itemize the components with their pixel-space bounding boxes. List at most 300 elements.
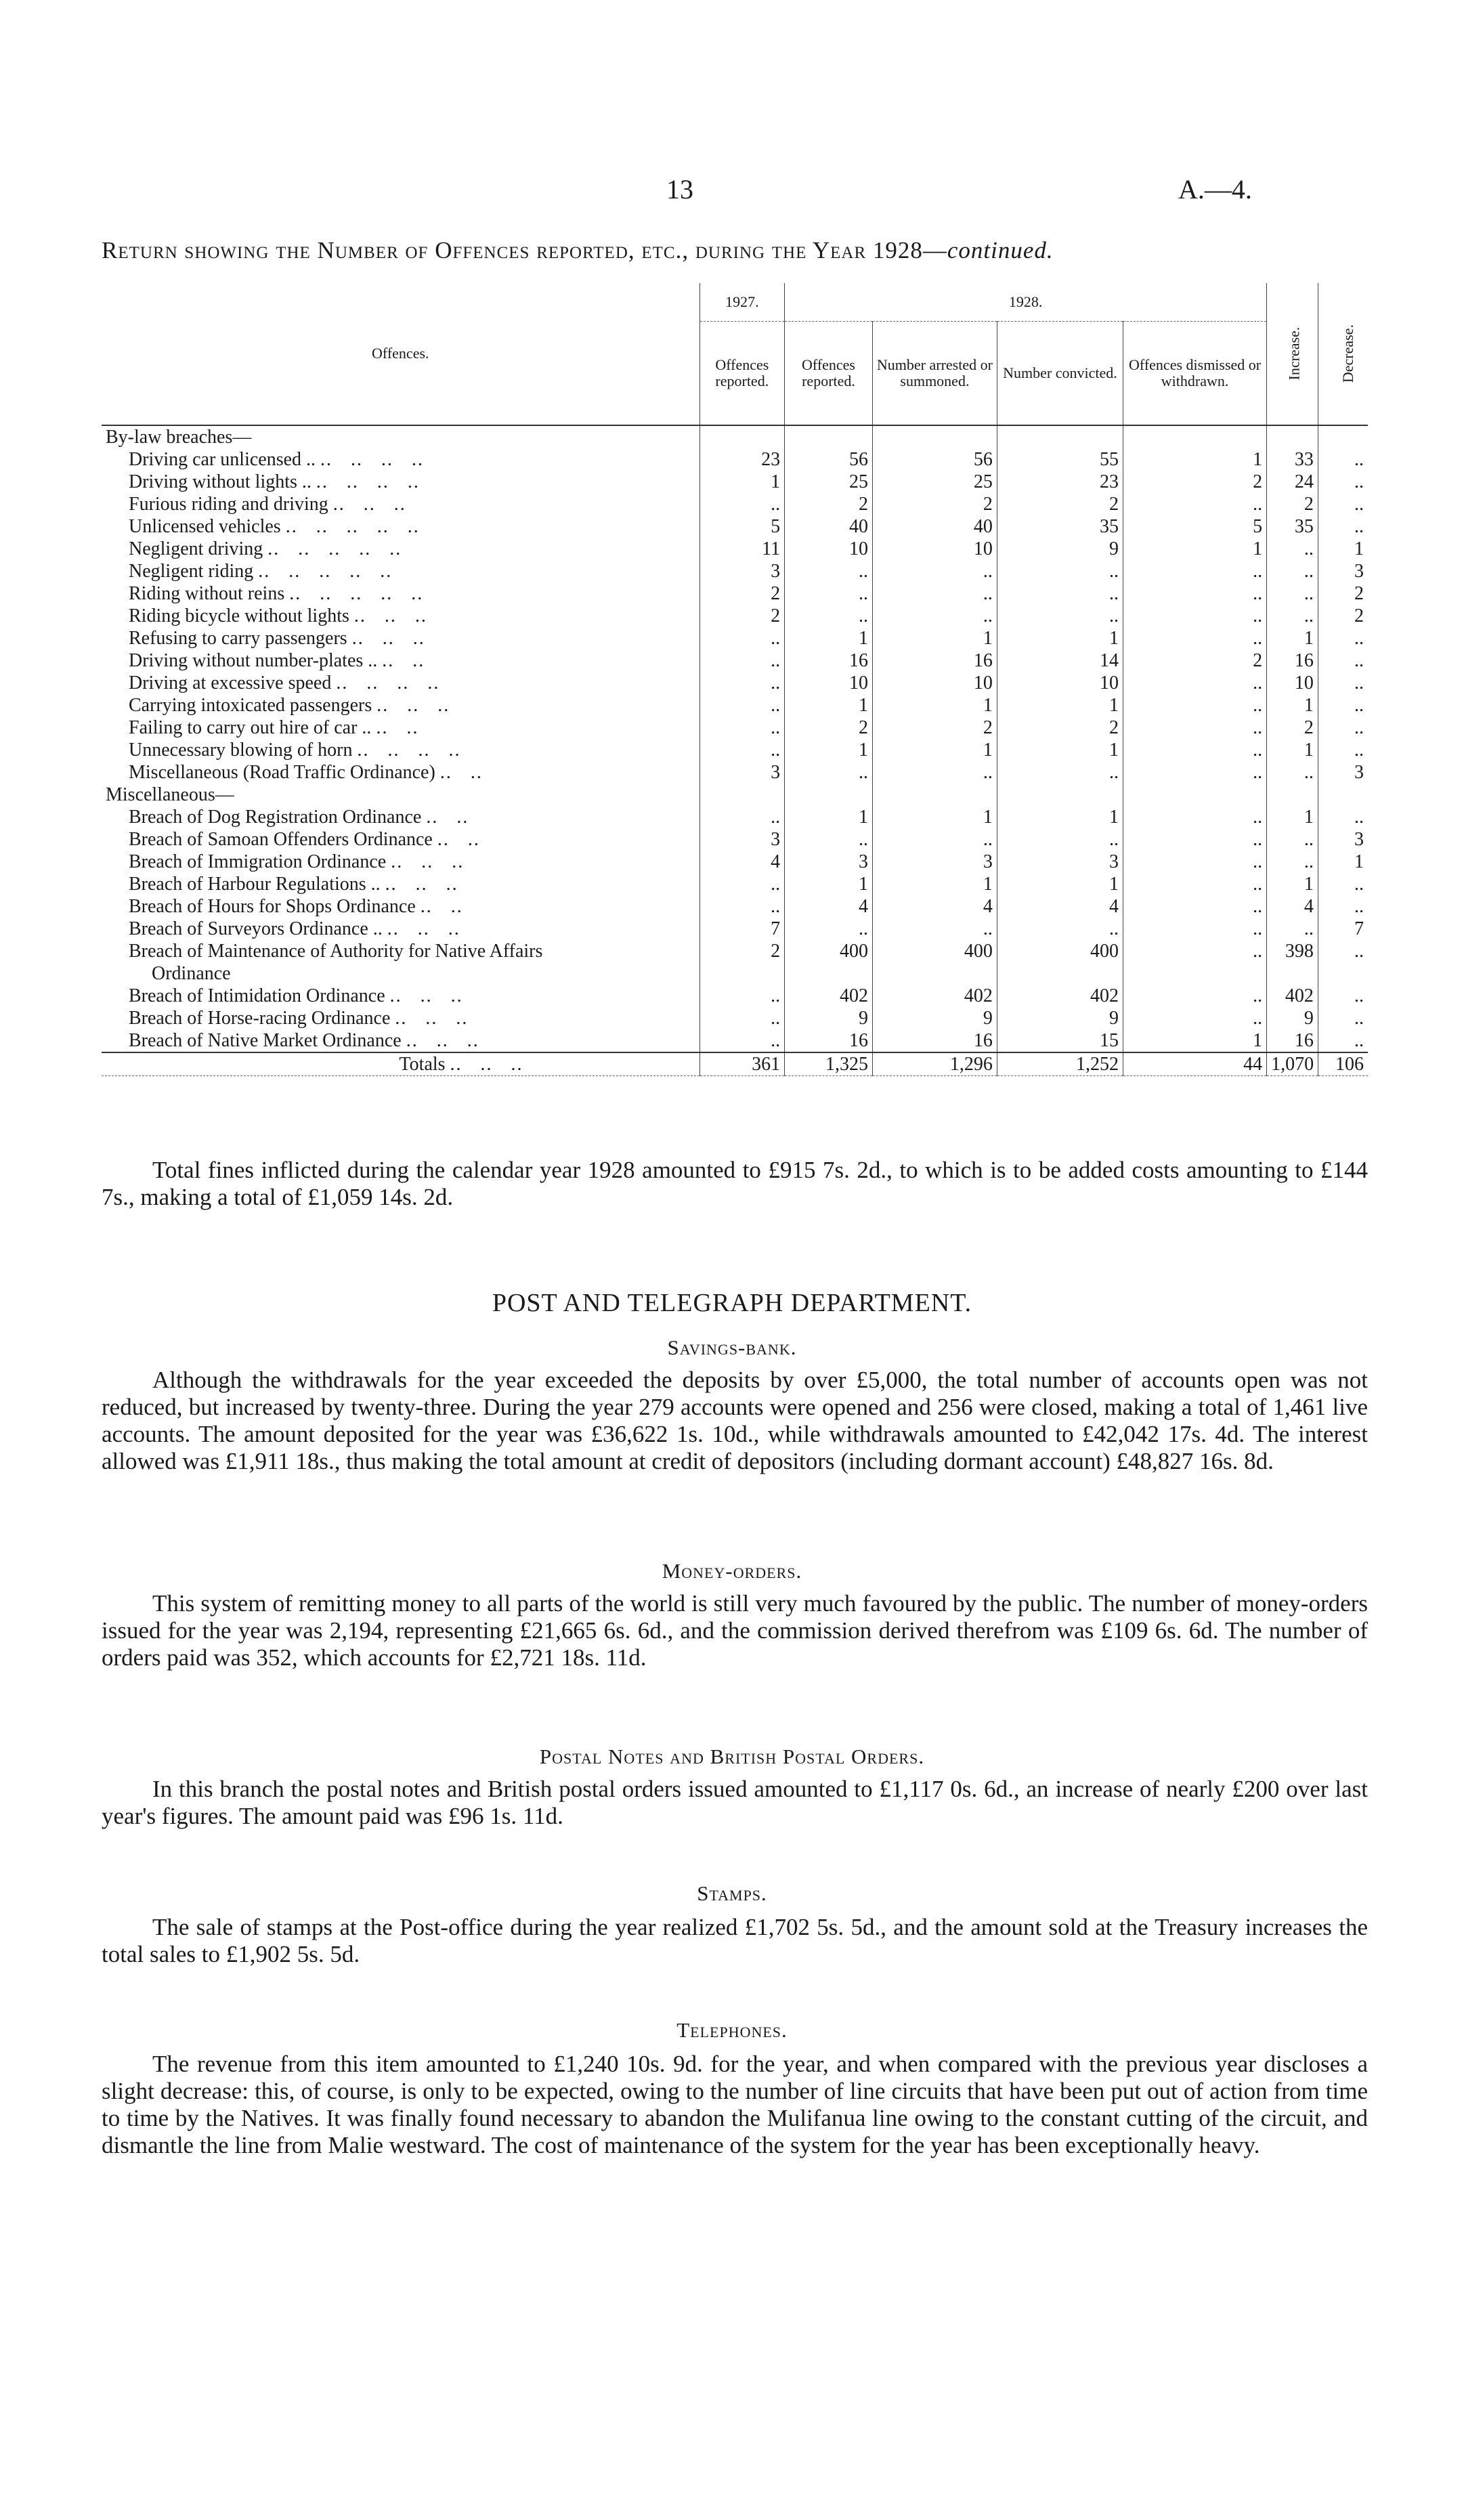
cell-reported-1928: 3 [785, 851, 873, 873]
cell-decrease: .. [1318, 694, 1368, 717]
cell-decrease: 3 [1318, 560, 1368, 582]
cell-dismissed: 44 [1123, 1052, 1267, 1076]
cell-reported-1928: 1 [785, 806, 873, 828]
cell-increase: 1,070 [1267, 1052, 1318, 1076]
cell-dismissed: .. [1123, 940, 1267, 962]
cell-reported-1928: 16 [785, 649, 873, 672]
cell-reported-1927: .. [699, 806, 785, 828]
cell-reported-1928: 16 [785, 1029, 873, 1052]
cell-reported-1928: 56 [785, 448, 873, 471]
offence-name [102, 806, 699, 828]
cell-reported-1927: .. [699, 895, 785, 918]
cell-arrested: .. [872, 918, 997, 940]
cell-increase: 16 [1267, 1029, 1318, 1052]
offence-label: Negligent riding [129, 561, 254, 582]
offence-label: Carrying intoxicated passengers [129, 695, 372, 716]
cell-arrested: 1 [872, 627, 997, 649]
cell-reported-1928: .. [785, 761, 873, 784]
cell-reported-1927: 5 [699, 515, 785, 538]
cell-reported-1928: 9 [785, 1007, 873, 1029]
cell-dismissed: .. [1123, 1007, 1267, 1029]
cell-reported-1927: 2 [699, 582, 785, 605]
offence-name [102, 851, 699, 873]
telephones-text: The revenue from this item amounted to £1,240 10s. 9d. for the year, and when compared with the previous year discloses a slight decrease: this, of course, is only to be expected, owing to the number of line circuits that have been put out of action from time to time by the Natives. It was finally found necessary to abandon the Mulifanua line owing to the constant cutting of the circuit, and dismantle the line from Malie westward. The cost of maintenance of the system for the year has been exceptionally heavy. [102, 2051, 1368, 2158]
cell-arrested: 16 [872, 649, 997, 672]
offence-label: Unlicensed vehicles [129, 516, 281, 537]
cell-reported-1927: .. [699, 739, 785, 761]
table-row [102, 940, 1368, 962]
leader-dots: .. .. .. .. .. [289, 583, 424, 604]
cell-decrease: .. [1318, 448, 1368, 471]
offence-name [102, 515, 699, 538]
offence-name [102, 672, 699, 694]
leader-dots: .. .. .. .. [336, 672, 440, 693]
cell-arrested: .. [872, 828, 997, 851]
return-title [102, 237, 1361, 264]
cell-arrested: 1,296 [872, 1052, 997, 1076]
leader-dots: .. .. .. [450, 1054, 523, 1075]
offence-name [102, 940, 699, 962]
leader-dots: .. .. .. .. [357, 740, 461, 761]
cell-convicted: 23 [997, 471, 1123, 493]
header-year-1928: 1928. [785, 283, 1267, 322]
cell-decrease: 1 [1318, 538, 1368, 560]
offences-table [102, 283, 1368, 1076]
cell-dismissed: .. [1123, 582, 1267, 605]
cell-decrease: .. [1318, 1029, 1368, 1052]
page-code: A.—4. [1178, 174, 1252, 205]
offence-label: Negligent driving [129, 538, 263, 559]
offence-label: Unnecessary blowing of horn [129, 740, 353, 761]
cell-increase: 1 [1267, 627, 1318, 649]
cell-dismissed: .. [1123, 560, 1267, 582]
offence-label: Breach of Maintenance of Authority for Native Affairs [129, 941, 543, 962]
leader-dots: .. .. [382, 650, 425, 671]
table-row [102, 448, 1368, 471]
offence-name [102, 538, 699, 560]
cell-decrease: .. [1318, 739, 1368, 761]
cell-increase: 1 [1267, 806, 1318, 828]
table-row [102, 873, 1368, 895]
offence-label: Driving without number-plates .. [129, 650, 378, 671]
cell-arrested: 1 [872, 739, 997, 761]
table-row [102, 515, 1368, 538]
cell-decrease: 3 [1318, 828, 1368, 851]
offence-label: Breach of Native Market Ordinance [129, 1030, 402, 1051]
offence-name [102, 739, 699, 761]
group-label-bylaw: By-law breaches— [106, 427, 252, 448]
cell-dismissed: .. [1123, 918, 1267, 940]
table-row [102, 828, 1368, 851]
cell-dismissed: .. [1123, 895, 1267, 918]
cell-decrease: .. [1318, 940, 1368, 962]
cell-increase: 16 [1267, 649, 1318, 672]
cell-convicted: 400 [997, 940, 1123, 962]
cell-reported-1927: .. [699, 873, 785, 895]
cell-decrease: .. [1318, 515, 1368, 538]
offence-name [102, 873, 699, 895]
table-row [102, 851, 1368, 873]
cell-decrease: .. [1318, 672, 1368, 694]
leader-dots: .. .. .. [385, 874, 458, 895]
cell-increase: 398 [1267, 940, 1318, 962]
cell-convicted: 4 [997, 895, 1123, 918]
cell-reported-1927: .. [699, 627, 785, 649]
cell-reported-1927: .. [699, 1007, 785, 1029]
leader-dots: .. .. [376, 717, 419, 738]
cell-increase: 9 [1267, 1007, 1318, 1029]
cell-dismissed: 1 [1123, 538, 1267, 560]
cell-decrease: 2 [1318, 605, 1368, 627]
cell-convicted: 1,252 [997, 1052, 1123, 1076]
leader-dots: .. .. .. [406, 1030, 479, 1051]
cell-convicted: 9 [997, 538, 1123, 560]
offence-name [102, 649, 699, 672]
cell-convicted: 3 [997, 851, 1123, 873]
cell-increase: 2 [1267, 493, 1318, 515]
offence-label: Breach of Hours for Shops Ordinance [129, 896, 416, 917]
cell-arrested: .. [872, 761, 997, 784]
cell-arrested: .. [872, 582, 997, 605]
cell-reported-1927: 2 [699, 605, 785, 627]
cell-reported-1927: 23 [699, 448, 785, 471]
offence-name [102, 761, 699, 784]
group-label-misc: Miscellaneous— [106, 784, 234, 805]
cell-convicted [997, 962, 1123, 985]
cell-increase: 24 [1267, 471, 1318, 493]
cell-decrease: 1 [1318, 851, 1368, 873]
header-1928-reported: Offences reported. [785, 322, 873, 426]
offence-label: Breach of Immigration Ordinance [129, 851, 387, 872]
cell-convicted: 1 [997, 806, 1123, 828]
stamps-title: Stamps. [697, 1881, 767, 1905]
offence-label: Furious riding and driving [129, 494, 328, 515]
cell-reported-1927: .. [699, 493, 785, 515]
cell-dismissed: .. [1123, 717, 1267, 739]
table-row [102, 471, 1368, 493]
cell-convicted: 1 [997, 694, 1123, 717]
cell-increase: 33 [1267, 448, 1318, 471]
table-row [102, 761, 1368, 784]
telephones-title: Telephones. [676, 2018, 788, 2042]
cell-arrested: 16 [872, 1029, 997, 1052]
cell-reported-1927: .. [699, 985, 785, 1007]
offence-name [102, 895, 699, 918]
cell-dismissed: .. [1123, 806, 1267, 828]
cell-decrease: .. [1318, 627, 1368, 649]
cell-reported-1928: 10 [785, 538, 873, 560]
leader-dots: .. .. [437, 829, 480, 850]
header-year-1927: 1927. [699, 283, 785, 322]
cell-dismissed: .. [1123, 985, 1267, 1007]
table-row [102, 962, 1368, 985]
cell-increase: .. [1267, 582, 1318, 605]
offence-label: Breach of Harbour Regulations .. [129, 874, 381, 895]
return-title-continued: continued. [947, 237, 1054, 263]
cell-increase: 402 [1267, 985, 1318, 1007]
postal-notes-title: Postal Notes and British Postal Orders. [539, 1745, 925, 1768]
cell-arrested: 402 [872, 985, 997, 1007]
table-row [102, 493, 1368, 515]
leader-dots: .. .. .. [351, 628, 425, 649]
cell-dismissed: 5 [1123, 515, 1267, 538]
cell-decrease: .. [1318, 1007, 1368, 1029]
offence-name [102, 560, 699, 582]
cell-dismissed: 2 [1123, 471, 1267, 493]
offence-name [102, 471, 699, 493]
cell-arrested: 4 [872, 895, 997, 918]
cell-convicted: 55 [997, 448, 1123, 471]
table-row [102, 538, 1368, 560]
cell-convicted: .. [997, 828, 1123, 851]
leader-dots: .. .. [426, 807, 469, 828]
cell-convicted: 2 [997, 493, 1123, 515]
cell-arrested: 1 [872, 873, 997, 895]
cell-dismissed: .. [1123, 694, 1267, 717]
cell-reported-1928: 1 [785, 694, 873, 717]
cell-arrested: 2 [872, 717, 997, 739]
cell-reported-1928: .. [785, 582, 873, 605]
cell-arrested: 400 [872, 940, 997, 962]
offence-name [102, 717, 699, 739]
cell-dismissed: .. [1123, 851, 1267, 873]
cell-convicted: 2 [997, 717, 1123, 739]
cell-arrested: 1 [872, 694, 997, 717]
cell-convicted: 15 [997, 1029, 1123, 1052]
offence-name [102, 1029, 699, 1052]
fines-paragraph: Total fines inflicted during the calendar year 1928 amounted to £915 7s. 2d., to which is to be added costs amounting to £144 7s., making a total of £1,059 14s. 2d. [102, 1157, 1368, 1210]
offence-label: Totals [399, 1054, 446, 1075]
cell-dismissed: .. [1123, 493, 1267, 515]
offence-name [102, 448, 699, 471]
header-decrease: Decrease. [1318, 283, 1368, 425]
offence-label: Breach of Surveyors Ordinance .. [129, 918, 383, 939]
cell-dismissed [1123, 962, 1267, 985]
table-row [102, 627, 1368, 649]
cell-reported-1927: .. [699, 694, 785, 717]
offence-label: Refusing to carry passengers [129, 628, 347, 649]
cell-reported-1927: 4 [699, 851, 785, 873]
cell-increase: 35 [1267, 515, 1318, 538]
cell-convicted: 402 [997, 985, 1123, 1007]
cell-reported-1928: 2 [785, 717, 873, 739]
cell-increase [1267, 962, 1318, 985]
money-orders-text: This system of remitting money to all parts of the world is still very much favoured by the public. The number of money-orders issued for the year was 2,194, representing £21,665 6s. 6d., and the commission derived therefrom was £109 6s. 6d. The number of orders paid was 352, which accounts for £2,721 18s. 11d. [102, 1590, 1368, 1671]
cell-reported-1927: .. [699, 1029, 785, 1052]
cell-dismissed: 2 [1123, 649, 1267, 672]
cell-convicted: 35 [997, 515, 1123, 538]
cell-reported-1928: 40 [785, 515, 873, 538]
post-dept-title: POST AND TELEGRAPH DEPARTMENT. [492, 1289, 972, 1317]
cell-convicted: .. [997, 918, 1123, 940]
leader-dots: .. .. .. [389, 985, 463, 1006]
cell-reported-1928: 1,325 [785, 1052, 873, 1076]
cell-dismissed: .. [1123, 627, 1267, 649]
cell-convicted: 10 [997, 672, 1123, 694]
cell-convicted: .. [997, 605, 1123, 627]
cell-reported-1927: 3 [699, 560, 785, 582]
cell-increase: 4 [1267, 895, 1318, 918]
header-increase: Increase. [1267, 283, 1318, 425]
offence-name [102, 828, 699, 851]
cell-arrested: 10 [872, 538, 997, 560]
savings-text: Although the withdrawals for the year exceeded the deposits by over £5,000, the total number of accounts open was not reduced, but increased by twenty-three. During the year 279 accounts were opened and 256 were closed, making a total of 1,461 live accounts. The amount deposited for the year was £36,622 1s. 10d., while withdrawals amounted to £42,042 17s. 4d. The interest allowed was £1,911 18s., thus making the total amount at credit of depositors (including dormant account) £48,827 16s. 8d. [102, 1367, 1368, 1474]
cell-convicted: .. [997, 582, 1123, 605]
offence-label: Breach of Dog Registration Ordinance [129, 807, 422, 828]
leader-dots: .. .. .. [395, 1008, 469, 1029]
cell-arrested: 9 [872, 1007, 997, 1029]
stamps-text: The sale of stamps at the Post-office during the year realized £1,702 5s. 5d., and the amount sold at the Treasury increases the total sales to £1,902 5s. 5d. [102, 1914, 1368, 1967]
cell-arrested: .. [872, 560, 997, 582]
page-number: 13 [666, 174, 693, 205]
cell-convicted: 1 [997, 627, 1123, 649]
leader-dots: .. .. .. [332, 494, 406, 515]
cell-reported-1928: .. [785, 560, 873, 582]
header-convicted: Number convicted. [997, 322, 1123, 426]
offence-name [102, 694, 699, 717]
cell-decrease: .. [1318, 873, 1368, 895]
leader-dots: .. .. .. .. .. [285, 516, 420, 537]
cell-arrested: 10 [872, 672, 997, 694]
leader-dots: .. .. [439, 762, 483, 783]
cell-dismissed: .. [1123, 672, 1267, 694]
cell-arrested: 25 [872, 471, 997, 493]
cell-arrested: 1 [872, 806, 997, 828]
offence-label: Failing to carry out hire of car .. [129, 717, 372, 738]
table-row [102, 1029, 1368, 1052]
offence-label: Riding bicycle without lights [129, 605, 349, 626]
cell-arrested: 40 [872, 515, 997, 538]
offence-label: Driving car unlicensed .. [129, 449, 316, 470]
cell-reported-1928: 10 [785, 672, 873, 694]
offence-label: Ordinance [152, 963, 231, 984]
cell-increase: .. [1267, 851, 1318, 873]
offence-label: Breach of Horse-racing Ordinance [129, 1008, 391, 1029]
offence-name [102, 962, 699, 985]
cell-reported-1928: 2 [785, 493, 873, 515]
cell-convicted: 14 [997, 649, 1123, 672]
leader-dots: .. .. .. .. .. [267, 538, 402, 559]
cell-reported-1927: .. [699, 672, 785, 694]
leader-dots: .. .. .. [376, 695, 450, 716]
cell-decrease: 7 [1318, 918, 1368, 940]
cell-increase: .. [1267, 761, 1318, 784]
header-dismissed: Offences dismissed or withdrawn. [1123, 322, 1267, 426]
leader-dots: .. .. .. .. [320, 449, 425, 470]
cell-reported-1927: 2 [699, 940, 785, 962]
cell-increase: 2 [1267, 717, 1318, 739]
leader-dots: .. .. [420, 896, 463, 917]
offence-label: Riding without reins [129, 583, 285, 604]
savings-title: Savings-bank. [667, 1336, 797, 1359]
table-row [102, 739, 1368, 761]
offence-label: Breach of Samoan Offenders Ordinance [129, 829, 433, 850]
table-row [102, 672, 1368, 694]
cell-reported-1928 [785, 962, 873, 985]
table-row [102, 895, 1368, 918]
postal-notes-text: In this branch the postal notes and British postal orders issued amounted to £1,117 0s. 6d., an increase of nearly £200 over last year's figures. The amount paid was £96 1s. 11d. [102, 1776, 1368, 1829]
cell-increase: .. [1267, 828, 1318, 851]
cell-convicted: .. [997, 761, 1123, 784]
offence-name [102, 582, 699, 605]
table-row [102, 1007, 1368, 1029]
cell-decrease: 2 [1318, 582, 1368, 605]
cell-decrease: .. [1318, 806, 1368, 828]
offences-table-body [102, 425, 1368, 1076]
cell-decrease: 3 [1318, 761, 1368, 784]
cell-reported-1928: .. [785, 918, 873, 940]
cell-decrease: .. [1318, 649, 1368, 672]
cell-increase: 1 [1267, 739, 1318, 761]
cell-dismissed: .. [1123, 739, 1267, 761]
cell-dismissed: .. [1123, 761, 1267, 784]
leader-dots: .. .. .. [391, 851, 465, 872]
offence-name [102, 627, 699, 649]
cell-dismissed: .. [1123, 605, 1267, 627]
cell-reported-1927: 3 [699, 761, 785, 784]
cell-reported-1928: 4 [785, 895, 873, 918]
group-row-misc [102, 784, 1368, 806]
cell-arrested: .. [872, 605, 997, 627]
offence-name [102, 1052, 699, 1076]
cell-increase: 1 [1267, 694, 1318, 717]
cell-convicted: 1 [997, 739, 1123, 761]
return-title-main: Return showing the Number of Offences reported, etc., during the Year 1928— [102, 237, 947, 263]
cell-increase: .. [1267, 538, 1318, 560]
cell-decrease: .. [1318, 717, 1368, 739]
table-row [102, 582, 1368, 605]
cell-convicted: .. [997, 560, 1123, 582]
cell-reported-1927: 7 [699, 918, 785, 940]
cell-reported-1927 [699, 962, 785, 985]
leader-dots: .. .. .. [353, 605, 427, 626]
cell-decrease: .. [1318, 985, 1368, 1007]
cell-reported-1927: 11 [699, 538, 785, 560]
cell-increase: 1 [1267, 873, 1318, 895]
cell-reported-1928: .. [785, 605, 873, 627]
cell-arrested [872, 962, 997, 985]
cell-increase: .. [1267, 605, 1318, 627]
cell-convicted: 9 [997, 1007, 1123, 1029]
table-row [102, 717, 1368, 739]
offence-label: Driving without lights .. [129, 471, 311, 492]
table-row [102, 605, 1368, 627]
offence-label: Driving at excessive speed [129, 672, 332, 693]
offences-table-wrap [102, 283, 1368, 1076]
cell-reported-1928: .. [785, 828, 873, 851]
offence-name [102, 918, 699, 940]
offence-name [102, 985, 699, 1007]
cell-reported-1928: 402 [785, 985, 873, 1007]
offence-name [102, 605, 699, 627]
table-row [102, 560, 1368, 582]
cell-decrease: .. [1318, 493, 1368, 515]
cell-decrease [1318, 962, 1368, 985]
cell-dismissed: .. [1123, 873, 1267, 895]
cell-arrested: 56 [872, 448, 997, 471]
header-arrested: Number arrested or summoned. [872, 322, 997, 426]
leader-dots: .. .. .. .. .. [258, 561, 393, 582]
cell-reported-1928: 1 [785, 873, 873, 895]
cell-reported-1928: 1 [785, 739, 873, 761]
cell-decrease: .. [1318, 895, 1368, 918]
table-row [102, 694, 1368, 717]
cell-dismissed: 1 [1123, 448, 1267, 471]
cell-dismissed: 1 [1123, 1029, 1267, 1052]
cell-reported-1927: 1 [699, 471, 785, 493]
table-row [102, 806, 1368, 828]
cell-increase: .. [1267, 918, 1318, 940]
